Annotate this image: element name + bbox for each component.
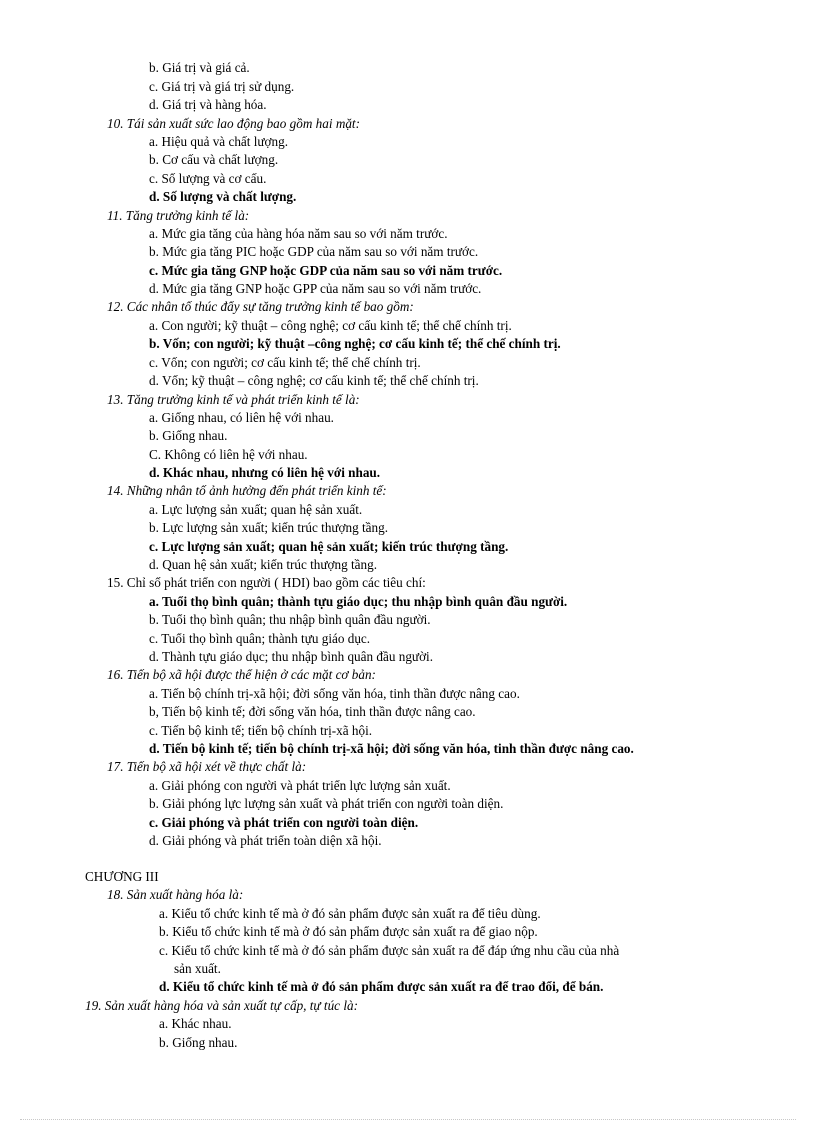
answer-option: c. Giải phóng và phát triển con người toàn diện. xyxy=(149,815,419,830)
answer-option: b. Kiểu tổ chức kinh tế mà ở đó sản phẩm được sản xuất ra để giao nộp. xyxy=(159,924,538,939)
answer-option: b. Mức gia tăng PIC hoặc GDP của năm sau so với năm trước. xyxy=(149,244,479,259)
answer-option: b. Giống nhau. xyxy=(149,428,228,443)
answer-option: d. Số lượng và chất lượng. xyxy=(149,189,297,204)
answer-option: b. Lực lượng sản xuất; kiến trúc thượng tầng. xyxy=(149,520,389,535)
answer-option: b. Tuổi thọ bình quân; thu nhập bình quân đầu người. xyxy=(149,612,431,627)
answer-option: a. Tiến bộ chính trị-xã hội; đời sống văn hóa, tinh thần được nâng cao. xyxy=(149,686,520,701)
answer-option: a. Lực lượng sản xuất; quan hệ sản xuất. xyxy=(149,502,363,517)
chapter-heading: CHƯƠNG III xyxy=(85,869,159,884)
answer-option: d. Quan hệ sản xuất; kiến trúc thượng tầng. xyxy=(149,557,377,572)
answer-option: d. Vốn; kỹ thuật – công nghệ; cơ cấu kinh tế; thể chế chính trị. xyxy=(149,373,479,388)
answer-option: b. Giá trị và giá cả. xyxy=(149,60,250,75)
question-text: 19. Sản xuất hàng hóa và sản xuất tự cấp, tự túc là: xyxy=(85,998,358,1013)
question-text: 13. Tăng trưởng kinh tế và phát triển kinh tế là: xyxy=(107,392,360,407)
answer-option: c. Kiểu tổ chức kinh tế mà ở đó sản phẩm được sản xuất ra để đáp ứng nhu cầu của nhà xyxy=(159,943,620,958)
answer-option: a. Khác nhau. xyxy=(159,1016,232,1031)
answer-option: a. Mức gia tăng của hàng hóa năm sau so với năm trước. xyxy=(149,226,448,241)
answer-option: 15. Chỉ số phát triển con người ( HDI) bao gồm các tiêu chí: xyxy=(107,575,426,590)
answer-option: a. Con người; kỹ thuật – công nghệ; cơ cấu kinh tế; thể chế chính trị. xyxy=(149,318,512,333)
question-text: 17. Tiến bộ xã hội xét về thực chất là: xyxy=(107,759,307,774)
question-text: 12. Các nhân tố thúc đẩy sự tăng trưởng kinh tế bao gồm: xyxy=(107,299,414,314)
answer-option: a. Giải phóng con người và phát triển lực lượng sản xuất. xyxy=(149,778,451,793)
answer-option: C. Không có liên hệ với nhau. xyxy=(149,447,308,462)
answer-option: b, Tiến bộ kinh tế; đời sống văn hóa, tinh thần được nâng cao. xyxy=(149,704,476,719)
question-text: 14. Những nhân tố ảnh hưởng đến phát triển kinh tế: xyxy=(107,483,387,498)
answer-option: d. Giá trị và hàng hóa. xyxy=(149,97,267,112)
answer-option: c. Lực lượng sản xuất; quan hệ sản xuất; kiến trúc thượng tầng. xyxy=(149,539,509,554)
answer-option: c. Tuổi thọ bình quân; thành tựu giáo dục. xyxy=(149,631,371,646)
answer-option: c. Số lượng và cơ cấu. xyxy=(149,171,267,186)
answer-option: c. Mức gia tăng GNP hoặc GDP của năm sau so với năm trước. xyxy=(149,263,503,278)
question-text: 10. Tái sản xuất sức lao động bao gồm hai mặt: xyxy=(107,116,360,131)
answer-option: c. Tiến bộ kinh tế; tiến bộ chính trị-xã hội. xyxy=(149,723,373,738)
answer-option: b. Vốn; con người; kỹ thuật –công nghệ; cơ cấu kinh tế; thể chế chính trị. xyxy=(149,336,561,351)
answer-option: a. Hiệu quả và chất lượng. xyxy=(149,134,288,149)
answer-option: b. Cơ cấu và chất lượng. xyxy=(149,152,279,167)
answer-option: b. Giống nhau. xyxy=(159,1035,238,1050)
question-text: 16. Tiến bộ xã hội được thể hiện ở các mặt cơ bản: xyxy=(107,667,376,682)
answer-option: d. Giải phóng và phát triển toàn diện xã hội. xyxy=(149,833,382,848)
answer-option: d. Mức gia tăng GNP hoặc GPP của năm sau so với năm trước. xyxy=(149,281,482,296)
answer-option: d. Thành tựu giáo dục; thu nhập bình quân đầu người. xyxy=(149,649,434,664)
question-text: 18. Sản xuất hàng hóa là: xyxy=(107,887,244,902)
answer-option: a. Giống nhau, có liên hệ với nhau. xyxy=(149,410,334,425)
answer-option: sản xuất. xyxy=(174,961,221,976)
page-bottom-divider xyxy=(20,1119,796,1120)
answer-option: a. Tuổi thọ bình quân; thành tựu giáo dục; thu nhập bình quân đầu người. xyxy=(149,594,568,609)
answer-option: d. Khác nhau, nhưng có liên hệ với nhau. xyxy=(149,465,381,480)
answer-option: c. Vốn; con người; cơ cấu kinh tế; thể chế chính trị. xyxy=(149,355,421,370)
answer-option: b. Giải phóng lực lượng sản xuất và phát triển con người toàn diện. xyxy=(149,796,504,811)
question-text: 11. Tăng trưởng kinh tế là: xyxy=(107,208,250,223)
answer-option: c. Giá trị và giá trị sử dụng. xyxy=(149,79,295,94)
answer-option: d. Tiến bộ kinh tế; tiến bộ chính trị-xã hội; đời sống văn hóa, tinh thần được nâng cao. xyxy=(149,741,634,756)
answer-option: a. Kiểu tổ chức kinh tế mà ở đó sản phẩm được sản xuất ra để tiêu dùng. xyxy=(159,906,541,921)
answer-option: d. Kiểu tổ chức kinh tế mà ở đó sản phẩm được sản xuất ra để trao đổi, để bán. xyxy=(159,979,604,994)
